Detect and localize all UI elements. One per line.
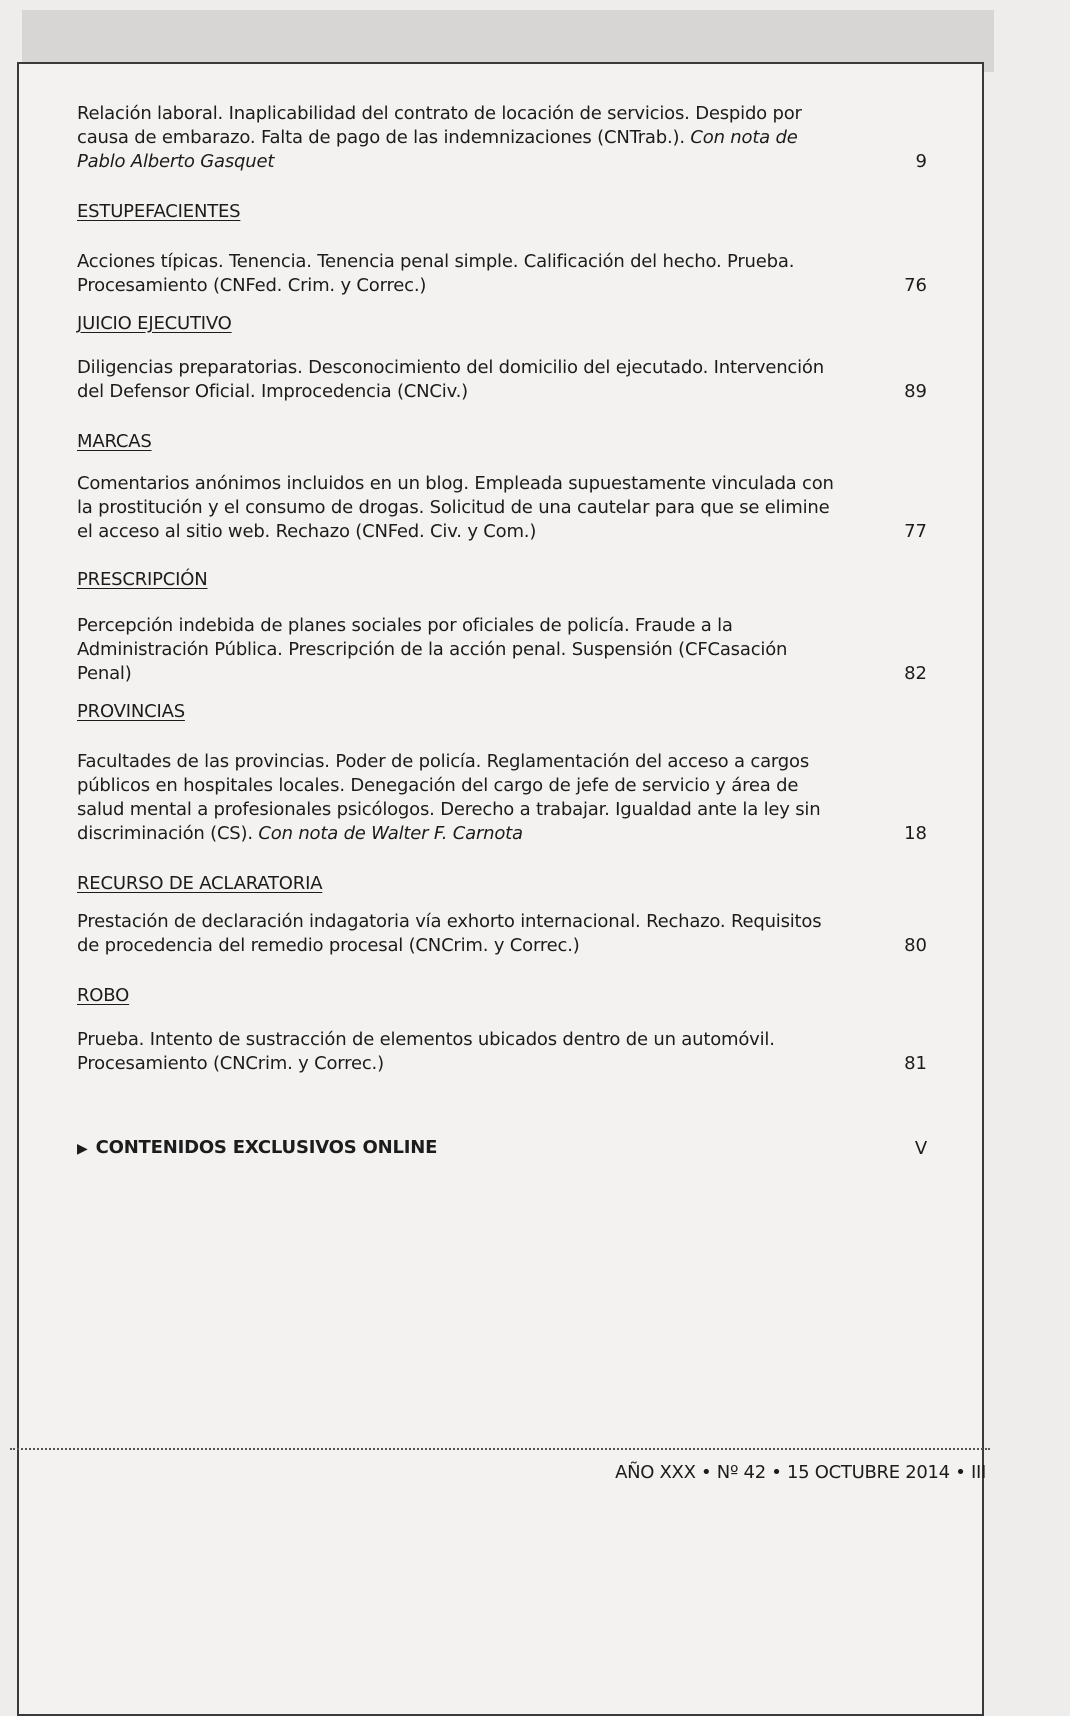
section-heading: PRESCRIPCIÓN	[77, 569, 208, 590]
entry-page: 89	[904, 381, 927, 402]
entry-text: Comentarios anónimos incluidos en un blog. Empleada supuestamente vinculada con la prostitución y el consumo de drogas. Solicitud de una cautelar para que se elimine el acceso al sitio web. Rechazo (CNFed. Civ. y Com.)	[77, 473, 834, 542]
index-entry	[77, 614, 927, 686]
section-heading: PROVINCIAS	[77, 701, 185, 722]
index-entry	[77, 910, 927, 958]
entry-note: Con nota de Pablo Alberto Gasquet	[77, 127, 798, 172]
entry-text: Acciones típicas. Tenencia. Tenencia penal simple. Calificación del hecho. Prueba. Procesamiento (CNFed. Crim. y Correc.)	[77, 251, 795, 296]
triangle-right-icon: ▶	[77, 1141, 88, 1157]
online-label: CONTENIDOS EXCLUSIVOS ONLINE	[95, 1137, 438, 1158]
entry-text: Percepción indebida de planes sociales por oficiales de policía. Fraude a la Administración Pública. Prescripción de la acción penal. Suspensión (CFCasación Penal)	[77, 615, 788, 684]
entry-page: 76	[904, 275, 927, 296]
index-entry	[77, 1028, 927, 1076]
section-heading: RECURSO DE ACLARATORIA	[77, 873, 323, 894]
section-heading: ESTUPEFACIENTES	[77, 201, 241, 222]
entry-page: 80	[904, 935, 927, 956]
index-content	[77, 102, 927, 1161]
entry-page: 18	[904, 823, 927, 844]
index-entry	[77, 750, 927, 846]
index-entry	[77, 250, 927, 298]
index-entry	[77, 102, 927, 174]
online-contents-link[interactable]	[77, 1136, 927, 1161]
index-entry	[77, 472, 927, 544]
footer-divider	[10, 1448, 990, 1450]
entry-page: 82	[904, 663, 927, 684]
page-footer: AÑO XXX • Nº 42 • 15 OCTUBRE 2014 • III	[615, 1462, 986, 1483]
entry-text: Relación laboral. Inaplicabilidad del contrato de locación de servicios. Despido por causa de embarazo. Falta de pago de las indemnizaciones (CNTrab.).	[77, 103, 802, 148]
online-page: V	[914, 1138, 927, 1159]
index-entry	[77, 356, 927, 404]
entry-page: 77	[904, 521, 927, 542]
entry-page: 81	[904, 1053, 927, 1074]
section-heading: MARCAS	[77, 431, 152, 452]
entry-text: Diligencias preparatorias. Desconocimiento del domicilio del ejecutado. Intervención del Defensor Oficial. Improcedencia (CNCiv.)	[77, 357, 824, 402]
section-heading: JUICIO EJECUTIVO	[77, 313, 232, 334]
entry-text: Facultades de las provincias. Poder de policía. Reglamentación del acceso a cargos públicos en hospitales locales. Denegación del cargo de jefe de servicio y área de salud mental a profesionales psicólogos. Derecho a trabajar. Igualdad ante la ley sin discriminación (CS).	[77, 751, 821, 844]
entry-text: Prueba. Intento de sustracción de elementos ubicados dentro de un automóvil. Procesamiento (CNCrim. y Correc.)	[77, 1029, 775, 1074]
entry-note: Con nota de Walter F. Carnota	[258, 823, 523, 844]
entry-page: 9	[915, 151, 927, 172]
entry-text: Prestación de declaración indagatoria vía exhorto internacional. Rechazo. Requisitos de procedencia del remedio procesal (CNCrim. y Correc.)	[77, 911, 822, 956]
section-heading: ROBO	[77, 985, 130, 1006]
